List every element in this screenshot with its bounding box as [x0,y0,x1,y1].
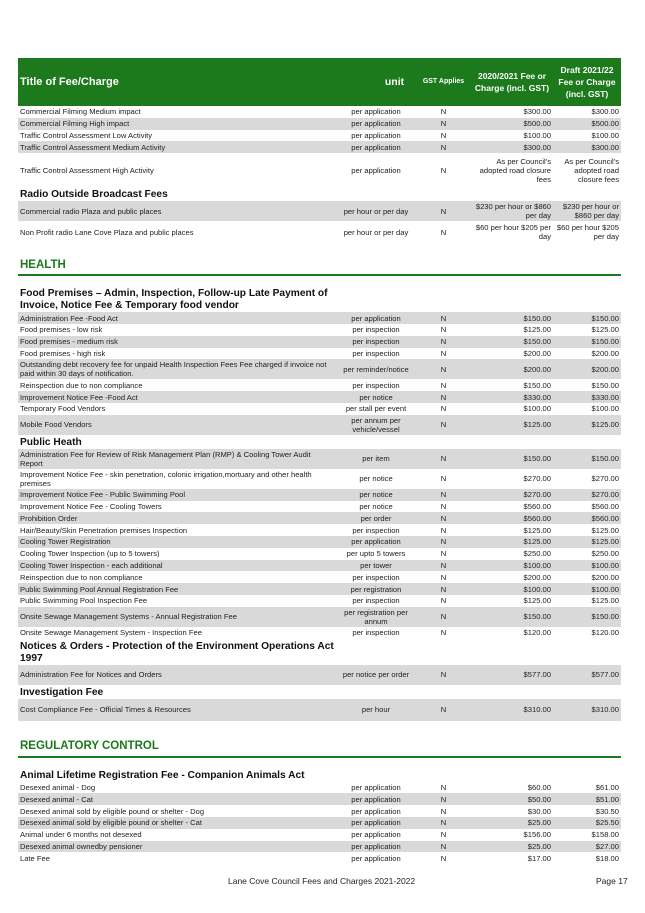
fee-schedule [18,58,621,864]
subsection-heading [18,435,621,449]
table-row [18,348,621,360]
fee-2021: $200.00 [591,572,619,582]
spacer-row [18,757,621,768]
fee-unit: per notice [359,474,393,484]
table-row [18,841,621,853]
table-row [18,501,621,513]
fee-2021: $270.00 [591,474,619,484]
gst-flag: N [440,628,447,638]
table-row [18,560,621,572]
fee-2020: $577.00 [471,665,553,685]
fee-2021: $125.00 [553,415,621,435]
fee-title: Cost Compliance Fee - Official Times & Resources [18,699,336,721]
table-header-row [18,58,621,106]
fee-2021: $270.00 [553,489,621,501]
fee-2021: $51.00 [553,793,621,805]
fee-2021: $310.00 [553,699,621,721]
spacer [18,275,621,286]
fee-2021: $30.50 [595,806,619,816]
fee-2021: $200.00 [591,348,619,358]
subsection-heading [18,768,621,782]
fee-2021: $125.00 [553,536,621,548]
fee-2020: As per Council's adopted road closure fees [479,156,551,184]
table-row [18,548,621,560]
fee-unit: per hour or per day [343,227,409,237]
fee-unit: per item [336,449,416,469]
fee-title: Traffic Control Assessment High Activity [20,165,154,175]
fee-2020: $17.00 [527,853,551,863]
gst-flag: N [440,325,447,335]
fee-2020: $560.00 [471,512,553,524]
fee-title: Non Profit radio Lane Cove Plaza and public places [20,227,194,237]
table-row [18,391,621,403]
fee-unit: per application [336,817,416,829]
table-row [18,359,621,379]
subsection-title-text: Food Premises – Admin, Inspection, Follow-up Late Payment of Invoice, Notice Fee & Temporary food vendor [20,288,328,312]
subsection-title [18,286,621,312]
fee-title: Desexed animal sold by eligible pound or shelter - Dog [20,806,205,816]
table-row [18,221,621,243]
header-title: Title of Fee/Charge [18,58,336,106]
spacer-row [18,721,621,739]
fee-title: Commercial Filming Medium impact [20,107,141,117]
fee-unit: per application [336,793,416,805]
gst-flag: N [416,312,471,324]
fee-title: Food premises - low risk [20,325,103,335]
table-row [18,524,621,536]
spacer [18,721,621,739]
gst-flag: N [416,817,471,829]
gst-flag: N [416,118,471,130]
fee-2020: $230 per hour or $860 per day [471,201,553,221]
fee-2020: $125.00 [523,325,551,335]
fee-title: Improvement Notice Fee -Food Act [18,391,336,403]
fee-2021: $500.00 [553,118,621,130]
fee-title: Administration Fee for Review of Risk Management Plan (RMP) & Cooling Tower Audit Report [18,449,336,469]
header-fee-2021: Draft 2021/22 Fee or Charge (incl. GST) [553,58,621,106]
fee-unit: per application [351,853,401,863]
table-row [18,782,621,794]
fee-unit: per application [351,107,401,117]
fee-2021: $18.00 [595,853,619,863]
table-body [18,106,621,864]
fee-unit: per stall per event [345,404,407,414]
gst-flag: N [440,830,447,840]
fee-unit: per notice [359,501,393,511]
spacer [18,757,621,768]
fee-title: Desexed animal sold by eligible pound or shelter - Cat [18,817,336,829]
fee-title: Prohibition Order [18,512,336,524]
fee-2020: $560.00 [523,501,551,511]
gst-flag: N [440,525,447,535]
fee-2020: $150.00 [471,336,553,348]
gst-flag: N [416,391,471,403]
fee-2020: $330.00 [471,391,553,403]
section-title: REGULATORY CONTROL [18,739,621,757]
fee-2021: $150.00 [553,336,621,348]
fee-unit: per application [336,841,416,853]
fee-unit: per inspection [352,380,400,390]
fee-2021: $230 per hour or $860 per day [553,201,621,221]
fee-2020: $300.00 [523,107,551,117]
table-row [18,829,621,841]
fee-2020: $25.00 [471,817,553,829]
subsection-title-text: Radio Outside Broadcast Fees [20,189,168,201]
fee-2021: $560.00 [553,512,621,524]
subsection-title [18,639,621,665]
table-row [18,153,621,187]
gst-flag: N [440,380,447,390]
table-row [18,403,621,415]
fee-2020: $270.00 [523,474,551,484]
gst-flag: N [440,130,447,140]
table-row [18,201,621,221]
gst-flag: N [416,841,471,853]
fee-unit: per application [351,830,401,840]
fee-unit: per application [351,806,401,816]
table-row [18,489,621,501]
fee-2020: $60.00 [527,782,551,792]
fee-title: Temporary Food Vendors [20,404,106,414]
fee-2021: $27.00 [553,841,621,853]
gst-flag: N [416,560,471,572]
fee-2020: $100.00 [471,560,553,572]
subsection-heading [18,639,621,665]
table-row [18,106,621,118]
table-row [18,817,621,829]
fee-2020: $150.00 [471,607,553,627]
gst-flag: N [416,607,471,627]
gst-flag: N [416,359,471,379]
fee-2021: $120.00 [591,628,619,638]
gst-flag: N [416,489,471,501]
gst-flag: N [416,699,471,721]
gst-flag: N [440,474,447,484]
fee-title: Food premises - high risk [20,348,106,358]
fee-title: Onsite Sewage Management System - Inspection Fee [20,628,202,638]
table-row [18,118,621,130]
fee-2021: $150.00 [553,312,621,324]
fee-title: Cooling Tower Inspection (up to 5 towers) [20,549,160,559]
fee-unit: per registration per annum [336,607,416,627]
fee-2021: $100.00 [553,583,621,595]
gst-flag: N [440,348,447,358]
spacer-row [18,275,621,286]
fee-title: Cooling Tower Registration [18,536,336,548]
subsection-heading [18,286,621,312]
gst-flag: N [416,449,471,469]
subsection-heading [18,187,621,201]
table-row [18,607,621,627]
fee-unit: per reminder/notice [336,359,416,379]
gst-flag: N [440,853,447,863]
fee-title: Improvement Notice Fee - skin penetration, colonic irrigation,mortuary and other health premises [20,469,312,488]
fee-2020: $156.00 [523,830,551,840]
fee-unit: per order [336,512,416,524]
gst-flag: N [440,806,447,816]
fees-table [18,58,621,864]
fee-unit: per inspection [352,628,400,638]
fee-unit: per application [336,141,416,153]
table-row [18,583,621,595]
fee-unit: per notice [336,391,416,403]
fee-title: Mobile Food Vendors [18,415,336,435]
fee-unit: per inspection [352,525,400,535]
table-row [18,130,621,142]
fee-title: Commercial Filming High impact [18,118,336,130]
fee-2020: $200.00 [523,348,551,358]
fee-2020: $120.00 [523,628,551,638]
fee-unit: per inspection [352,325,400,335]
fee-title: Onsite Sewage Management Systems - Annual Registration Fee [18,607,336,627]
section-title: HEALTH [18,257,621,275]
fee-2021: $100.00 [553,560,621,572]
fee-title: Improvement Notice Fee - Cooling Towers [20,501,162,511]
fee-2021: $61.00 [595,782,619,792]
fee-title: Animal under 6 months not desexed [20,830,142,840]
fee-2021: $25.50 [553,817,621,829]
fee-unit: per notice [336,489,416,501]
gst-flag: N [416,536,471,548]
subsection-title [18,187,621,201]
subsection-title-text: Animal Lifetime Registration Fee - Companion Animals Act [20,769,305,781]
fee-title: Cooling Tower Inspection - each additional [18,560,336,572]
fee-2021: $125.00 [591,325,619,335]
fee-title: Commercial radio Plaza and public places [18,201,336,221]
fee-2020: $200.00 [471,359,553,379]
fee-2021: $60 per hour $205 per day [556,223,619,242]
gst-flag: N [416,583,471,595]
fee-2021: $300.00 [553,141,621,153]
table-row [18,312,621,324]
fee-unit: per annum per vehicle/vessel [336,415,416,435]
subsection-title-text: Investigation Fee [20,686,104,698]
gst-flag: N [440,227,447,237]
table-row [18,336,621,348]
header-fee-2020: 2020/2021 Fee or Charge (incl. GST) [471,58,553,106]
fee-title: Traffic Control Assessment Medium Activity [18,141,336,153]
fee-2021: $560.00 [591,501,619,511]
gst-flag: N [440,165,447,175]
table-row [18,469,621,489]
table-row [18,595,621,607]
fee-2020: $150.00 [523,380,551,390]
subsection-title-text: Public Heath [20,436,82,448]
fee-unit: per hour [336,699,416,721]
fee-2021: $125.00 [591,525,619,535]
fee-unit: per application [336,118,416,130]
fee-title: Desexed animal - Cat [18,793,336,805]
fee-unit: per upto 5 towers [346,549,406,559]
fee-2020: $125.00 [471,536,553,548]
subsection-title [18,435,621,449]
table-row [18,571,621,583]
fee-unit: per notice per order [336,665,416,685]
fee-title: Administration Fee for Notices and Orders [18,665,336,685]
fee-unit: per application [336,536,416,548]
fee-2021: $158.00 [591,830,619,840]
fee-unit: per inspection [336,336,416,348]
fee-2020: $60 per hour $205 per day [475,223,551,242]
gst-flag: N [440,107,447,117]
fee-unit: per inspection [352,596,400,606]
fee-2021: $125.00 [591,596,619,606]
gst-flag: N [416,415,471,435]
table-row [18,324,621,336]
fee-2020: $125.00 [471,415,553,435]
table-row [18,805,621,817]
header-gst: GST Applies [416,58,471,106]
gst-flag: N [440,501,447,511]
gst-flag: N [416,336,471,348]
fee-unit: per inspection [352,348,400,358]
section-heading [18,739,621,757]
fee-2021: $150.00 [553,449,621,469]
spacer [18,243,621,257]
fee-2020: $25.00 [471,841,553,853]
fee-2020: $100.00 [471,583,553,595]
fee-2021: $200.00 [553,359,621,379]
fee-2020: $200.00 [523,572,551,582]
fee-unit: per inspection [352,572,400,582]
table-row [18,141,621,153]
fee-title: Traffic Control Assessment Low Activity [20,130,153,140]
gst-flag: N [416,512,471,524]
gst-flag: N [416,793,471,805]
fee-title: Public Swimming Pool Annual Registration Fee [18,583,336,595]
fee-title: Late Fee [20,853,50,863]
gst-flag: N [416,201,471,221]
gst-flag: N [440,596,447,606]
fee-2020: $250.00 [523,549,551,559]
page-number: Page 17 [596,876,628,886]
gst-flag: N [440,572,447,582]
gst-flag: N [440,549,447,559]
fee-2021: $300.00 [591,107,619,117]
table-row [18,415,621,435]
header-unit: unit [336,58,416,106]
fee-title: Reinspection due to non compliance [20,572,143,582]
fee-unit: per application [351,130,401,140]
fee-title: Improvement Notice Fee - Public Swimming Pool [18,489,336,501]
fee-2020: $500.00 [471,118,553,130]
gst-flag: N [416,141,471,153]
fee-unit: per application [351,782,401,792]
fee-2020: $300.00 [471,141,553,153]
fee-title: Hair/Beauty/Skin Penetration premises Inspection [20,525,188,535]
fee-title: Desexed animal - Dog [20,782,96,792]
fee-title: Administration Fee -Food Act [18,312,336,324]
table-row [18,793,621,805]
fee-2020: $310.00 [471,699,553,721]
table-row [18,379,621,391]
gst-flag: N [440,404,447,414]
fee-title: Food premises - medium risk [18,336,336,348]
subsection-title [18,768,621,782]
fee-2021: $330.00 [553,391,621,403]
fee-2021: $100.00 [591,404,619,414]
fee-title: Desexed animal ownedby pensioner [18,841,336,853]
fee-2020: $30.00 [527,806,551,816]
fee-2021: $100.00 [591,130,619,140]
gst-flag: N [416,665,471,685]
table-row [18,665,621,685]
fee-unit: per registration [336,583,416,595]
table-row [18,852,621,864]
fee-2020: $150.00 [471,449,553,469]
table-row [18,699,621,721]
fee-2021: $577.00 [553,665,621,685]
table-row [18,627,621,639]
subsection-title-text: Notices & Orders - Protection of the Environment Operations Act 1997 [20,640,334,664]
fee-2020: $150.00 [471,312,553,324]
fee-unit: per application [336,312,416,324]
fee-title: Public Swimming Pool Inspection Fee [20,596,148,606]
fee-unit: per application [351,165,401,175]
fee-2020: $100.00 [523,404,551,414]
table-row [18,536,621,548]
fee-2020: $125.00 [523,596,551,606]
fee-unit: per tower [336,560,416,572]
table-row [18,512,621,524]
fee-2020: $125.00 [523,525,551,535]
subsection-title [18,685,621,699]
fee-title: Outstanding debt recovery fee for unpaid Health Inspection Fees Fee charged if invoice not paid within 30 days of notification. [18,359,336,379]
fee-2020: $50.00 [471,793,553,805]
table-row [18,449,621,469]
fee-2021: $150.00 [553,607,621,627]
footer-text: Lane Cove Council Fees and Charges 2021-2022 [228,876,416,886]
fee-2021: $250.00 [591,549,619,559]
subsection-heading [18,685,621,699]
section-heading [18,257,621,275]
fee-2021: As per Council's adopted road closure fees [564,156,619,184]
spacer-row [18,243,621,257]
fee-unit: per hour or per day [336,201,416,221]
fee-2020: $100.00 [523,130,551,140]
fee-2021: $150.00 [591,380,619,390]
gst-flag: N [440,782,447,792]
fee-title: Reinspection due to non compliance [20,380,143,390]
fee-2020: $270.00 [471,489,553,501]
